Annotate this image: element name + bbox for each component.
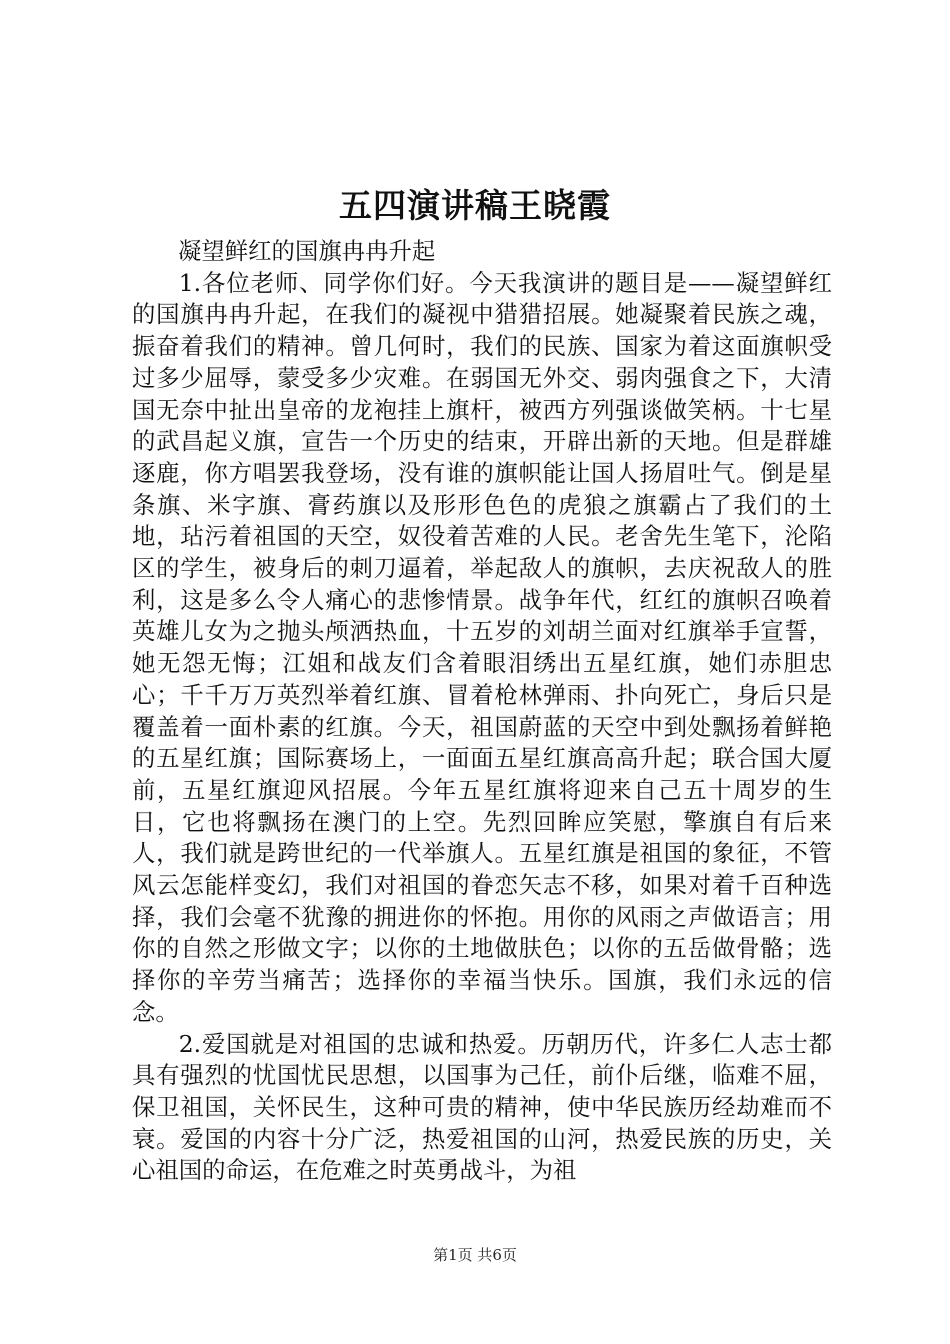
document-body (132, 236, 832, 1187)
paragraph-1: 1.各位老师、同学你们好。今天我演讲的题目是——凝望鲜红的国旗冉冉升起，在我们的凝视中猎猎招展。她凝聚着民族之魂，振奋着我们的精神。曾几何时，我们的民族、国家为着这面旗帜受过多少屈辱，蒙受多少灾难。在弱国无外交、弱肉强食之下，大清国无奈中扯出皇帝的龙袍挂上旗杆，被西方列强谈做笑柄。十七星的武昌起义旗，宣告一个历史的结束，开辟出新的天地。但是群雄逐鹿，你方唱罢我登场，没有谁的旗帜能让国人扬眉吐气。倒是星条旗、米字旗、膏药旗以及形形色色的虎狼之旗霸占了我们的土地，玷污着祖国的天空，奴役着苦难的人民。老舍先生笔下，沦陷区的学生，被身后的刺刀逼着，举起敌人的旗帜，去庆祝敌人的胜利，这是多么令人痛心的悲惨情景。战争年代，红红的旗帜召唤着英雄儿女为之抛头颅洒热血，十五岁的刘胡兰面对红旗举手宣誓，她无怨无悔；江姐和战友们含着眼泪绣出五星红旗，她们赤胆忠心；千千万万英烈举着红旗、冒着枪林弹雨、扑向死亡，身后只是覆盖着一面朴素的红旗。今天，祖国蔚蓝的天空中到处飘扬着鲜艳的五星红旗；国际赛场上，一面面五星红旗高高升起；联合国大厦前，五星红旗迎风招展。今年五星红旗将迎来自己五十周岁的生日，它也将飘扬在澳门的上空。先烈回眸应笑慰，擎旗自有后来人，我们就是跨世纪的一代举旗人。五星红旗是祖国的象征，不管风云怎能样变幻，我们对祖国的眷恋矢志不移，如果对着千百种选择，我们会毫不犹豫的拥进你的怀抱。用你的风雨之声做语言；用你的自然之形做文字；以你的土地做肤色；以你的五岳做骨骼；选择你的辛劳当痛苦；选择你的幸福当快乐。国旗，我们永远的信念。 (132, 268, 832, 1026)
page-footer: 第1页 共6页 (433, 1246, 517, 1264)
document-subtitle: 凝望鲜红的国旗冉冉升起 (178, 237, 436, 265)
paragraph-2: 2.爱国就是对祖国的忠诚和热爱。历朝历代，许多仁人志士都具有强烈的忧国忧民思想，以国事为己任，前仆后继，临难不屈，保卫祖国，关怀民生，这种可贵的精神，使中华民族历经劫难而不衰。爱国的内容十分广泛，热爱祖国的山河，热爱民族的历史，关心祖国的命运，在危难之时英勇战斗，为祖 (132, 1029, 832, 1185)
document-title: 五四演讲稿王晓霞 (339, 186, 611, 225)
